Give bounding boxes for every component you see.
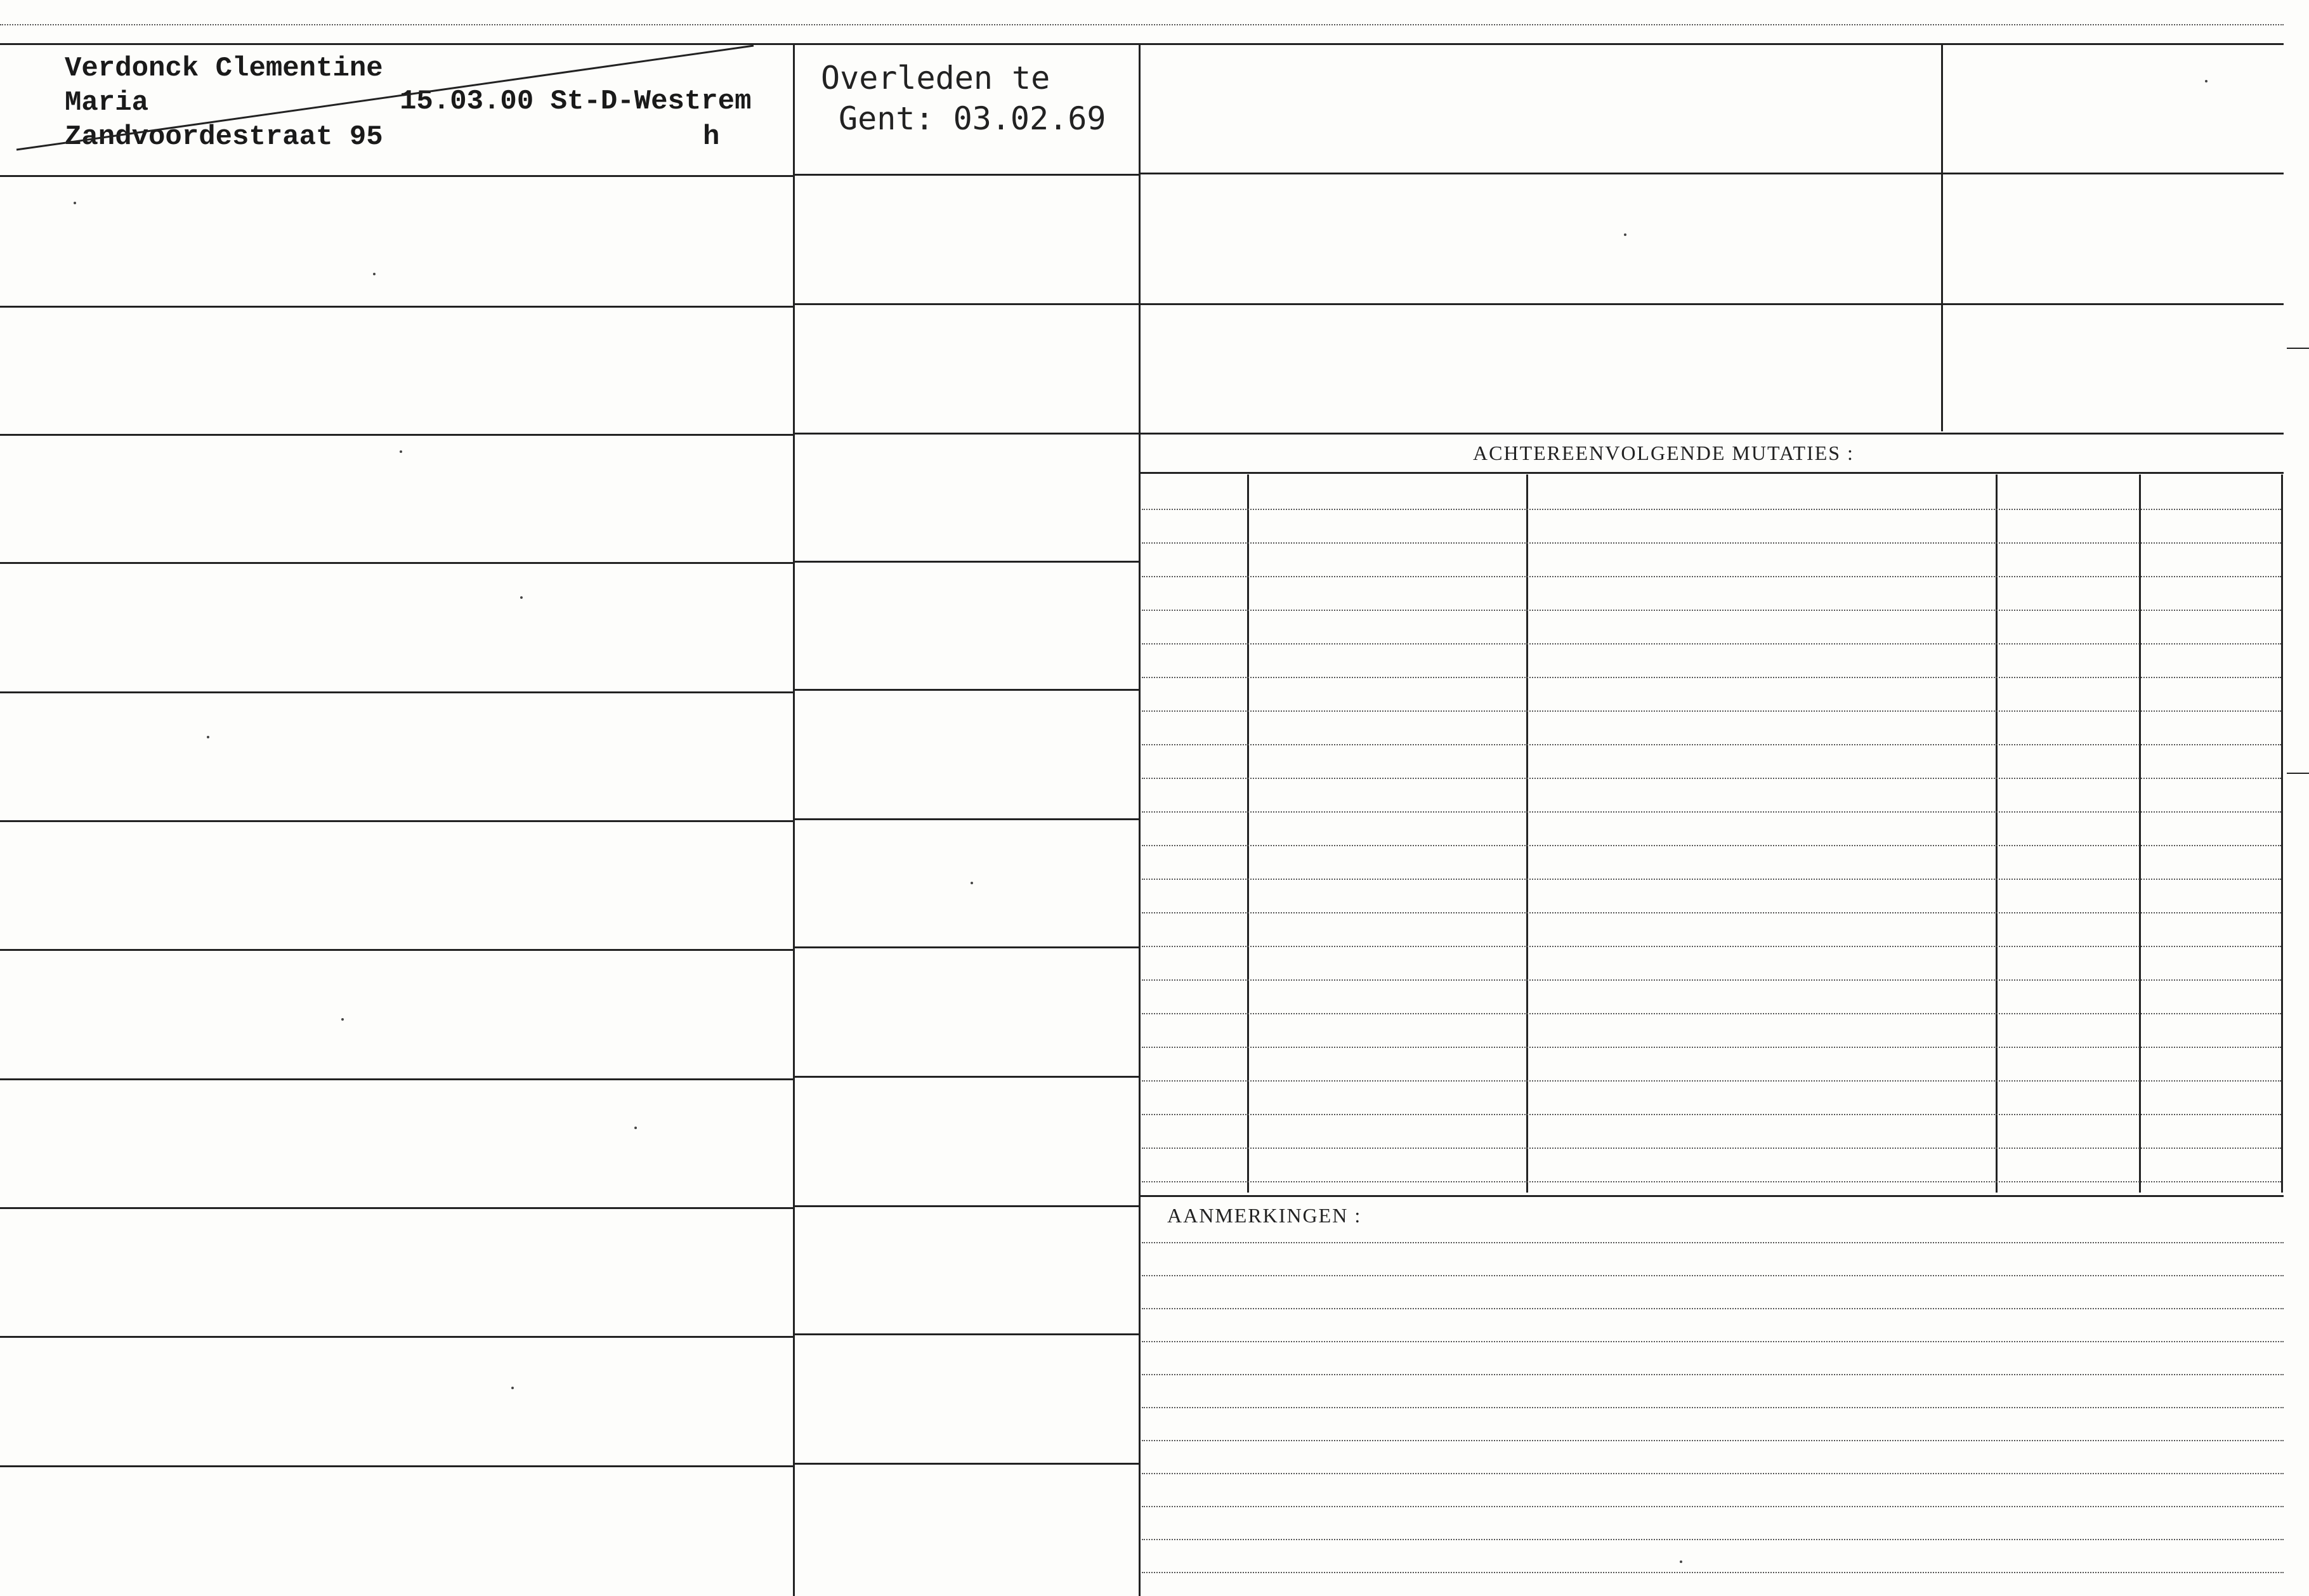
remarks-heading: AANMERKINGEN :	[1167, 1204, 1362, 1227]
speck	[341, 1018, 344, 1021]
mutations-heading: ACHTEREENVOLGENDE MUTATIES :	[1473, 442, 1854, 464]
speck	[520, 596, 523, 599]
speck	[1624, 233, 1626, 236]
record-address: Zandvoordestraat 95	[65, 121, 383, 153]
record-name-line1: Verdonck Clementine	[65, 53, 383, 84]
speck	[2205, 80, 2208, 82]
speck	[634, 1127, 637, 1129]
speck	[373, 273, 376, 275]
speck	[511, 1387, 514, 1389]
record-birth: 15.03.00 St-D-Westrem	[400, 86, 752, 117]
speck	[400, 450, 402, 453]
speck	[1680, 1560, 1682, 1563]
death-note-line1: Overleden te	[821, 60, 1050, 96]
speck	[207, 736, 209, 738]
speck	[971, 882, 973, 884]
record-name-line2: Maria	[65, 87, 149, 119]
record-suffix: h	[703, 121, 720, 153]
death-note-line2: Gent: 03.02.69	[839, 100, 1106, 137]
speck	[74, 202, 76, 204]
